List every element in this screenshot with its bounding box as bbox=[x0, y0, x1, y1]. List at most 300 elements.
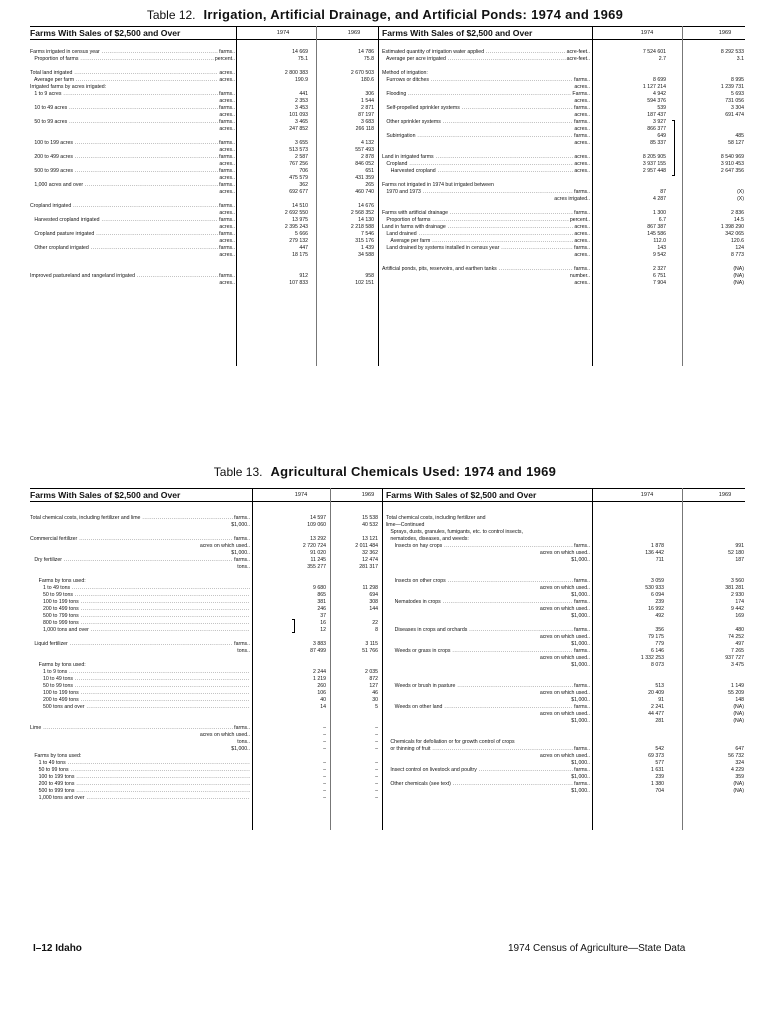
value-1969: 359 bbox=[735, 774, 744, 780]
value-1969: 46 bbox=[372, 690, 378, 696]
value-1969: – bbox=[375, 767, 378, 773]
value-1974: 7 524 601 bbox=[642, 49, 666, 55]
value-1969: 2 035 bbox=[365, 669, 378, 675]
row-unit: farms.. bbox=[219, 203, 235, 209]
table-row bbox=[382, 217, 744, 224]
row-unit: farms.. bbox=[574, 746, 590, 752]
row-label: Weeds on other land ..... bbox=[386, 704, 590, 711]
value-1969: 75.8 bbox=[363, 56, 374, 62]
value-1969: 7 265 bbox=[731, 648, 744, 654]
value-1969: 13 121 bbox=[362, 536, 378, 542]
value-1974: 87 bbox=[660, 189, 666, 195]
row-unit: farms.. bbox=[219, 273, 235, 279]
value-1969: 497 bbox=[735, 641, 744, 647]
row-label: Nematodes in crops ..... bbox=[386, 599, 590, 606]
row-label: Self-propelled sprinkler systems ..... bbox=[382, 105, 590, 112]
table-row bbox=[30, 522, 400, 529]
table-row bbox=[382, 273, 744, 280]
row-label: 200 to 499 acres ..... bbox=[30, 154, 235, 161]
table-row bbox=[382, 196, 744, 203]
value-1974: 1 300 bbox=[653, 210, 666, 216]
table-row bbox=[30, 280, 385, 287]
row-unit: acres on which used.. bbox=[539, 690, 590, 696]
table-row bbox=[30, 140, 385, 147]
table-row bbox=[30, 63, 385, 70]
row-unit: acres on which used.. bbox=[539, 655, 590, 661]
value-1969: – bbox=[375, 781, 378, 787]
value-1974: 109 060 bbox=[307, 522, 326, 528]
value-1969: (NA) bbox=[733, 788, 744, 794]
table-row bbox=[386, 648, 744, 655]
value-1969: – bbox=[375, 760, 378, 766]
row-label: 500 to 999 tons ..... bbox=[30, 788, 250, 795]
table-row bbox=[30, 259, 385, 266]
value-1969: 460 740 bbox=[355, 189, 374, 195]
value-1974: 2 692 550 bbox=[284, 210, 308, 216]
table-row bbox=[382, 259, 740, 266]
table-row bbox=[30, 543, 400, 550]
table-12-year-1974-left: 1974 bbox=[276, 30, 290, 36]
row-label: 1 to 49 tons ..... bbox=[30, 760, 250, 767]
table-13-caption-right: Farms With Sales of $2,500 and Over bbox=[386, 490, 537, 500]
value-1974: – bbox=[323, 767, 326, 773]
table-row bbox=[382, 126, 740, 133]
value-1969: 11 298 bbox=[362, 585, 378, 591]
value-1974: – bbox=[323, 774, 326, 780]
table-row bbox=[382, 91, 744, 98]
table-row bbox=[386, 634, 744, 641]
table-row bbox=[30, 634, 400, 641]
value-1974: 37 bbox=[320, 613, 326, 619]
value-1974: 6 751 bbox=[653, 273, 666, 279]
row-unit: farms.. bbox=[574, 767, 590, 773]
table-row bbox=[30, 91, 385, 98]
row-label: 200 to 499 tons ..... bbox=[30, 606, 250, 613]
table-row bbox=[30, 245, 385, 252]
row-unit: acres.. bbox=[574, 161, 590, 167]
row-label: Subirrigation ..... bbox=[382, 133, 590, 140]
value-1969: – bbox=[375, 739, 378, 745]
row-unit: acre-feet.. bbox=[566, 56, 590, 62]
value-1969: 144 bbox=[369, 606, 378, 612]
table-row bbox=[382, 56, 744, 63]
table-row bbox=[30, 536, 400, 543]
table-row bbox=[386, 543, 744, 550]
table-row bbox=[382, 119, 740, 126]
row-label: Sprays, dusts, granules, fumigants, etc. to control insects, bbox=[386, 529, 523, 535]
value-1969: – bbox=[375, 725, 378, 731]
row-unit: acres.. bbox=[574, 98, 590, 104]
table-13-header bbox=[30, 488, 745, 502]
value-1974: 4 942 bbox=[653, 91, 666, 97]
value-1969: 4 132 bbox=[361, 140, 374, 146]
value-1974: 530 933 bbox=[645, 585, 664, 591]
value-1969: 12 474 bbox=[362, 557, 378, 563]
value-1974: 441 bbox=[299, 91, 308, 97]
value-1974: 69 373 bbox=[648, 753, 664, 759]
row-unit: farms.. bbox=[574, 543, 590, 549]
value-1969: 7 546 bbox=[361, 231, 374, 237]
row-label: Diseases in crops and orchards ..... bbox=[386, 627, 590, 634]
row-unit: acres.. bbox=[219, 224, 235, 230]
row-unit: farms.. bbox=[574, 245, 590, 251]
table-row bbox=[30, 627, 400, 634]
row-label: 1,000 tons and over ..... bbox=[30, 627, 250, 634]
row-unit: acre-feet.. bbox=[566, 49, 590, 55]
value-1974: 79 175 bbox=[648, 634, 664, 640]
row-label: 500 to 799 tons ..... bbox=[30, 613, 250, 620]
value-1974: – bbox=[323, 739, 326, 745]
row-label: Cropland pasture irrigated ..... bbox=[30, 231, 235, 238]
row-unit: acres.. bbox=[574, 252, 590, 258]
row-unit: farms.. bbox=[574, 648, 590, 654]
value-1974: 7 904 bbox=[653, 280, 666, 286]
table-row bbox=[30, 767, 400, 774]
value-1969: 2 218 588 bbox=[350, 224, 374, 230]
footer-page-label: I–12 Idaho bbox=[33, 943, 82, 954]
row-unit: tons.. bbox=[237, 739, 250, 745]
row-label: 50 to 99 tons ..... bbox=[30, 767, 250, 774]
value-1974: 711 bbox=[655, 557, 664, 563]
table-row bbox=[30, 746, 400, 753]
row-unit: farms.. bbox=[574, 578, 590, 584]
value-1969: (NA) bbox=[733, 273, 744, 279]
value-1974: 12 bbox=[320, 627, 326, 633]
row-label: Farms by tons used: bbox=[30, 753, 82, 759]
table-row bbox=[386, 760, 744, 767]
value-1974: 107 833 bbox=[289, 280, 308, 286]
row-unit: $1,000.. bbox=[571, 697, 590, 703]
value-1974: 14 bbox=[320, 704, 326, 710]
value-1974: 779 bbox=[655, 641, 664, 647]
value-1969: 846 052 bbox=[355, 161, 374, 167]
value-1969: 694 bbox=[369, 592, 378, 598]
row-label: Average per acre irrigated ..... bbox=[382, 56, 590, 63]
table-row bbox=[30, 704, 400, 711]
value-1969: 647 bbox=[735, 746, 744, 752]
value-1969: 14 130 bbox=[358, 217, 374, 223]
row-unit: $1,000.. bbox=[231, 522, 250, 528]
row-label: Land drained ..... bbox=[382, 231, 590, 238]
table-12-title bbox=[0, 6, 770, 24]
value-1969: – bbox=[375, 788, 378, 794]
table-row bbox=[382, 252, 744, 259]
value-1969: 8 292 533 bbox=[720, 49, 744, 55]
value-1974: 356 bbox=[655, 627, 664, 633]
value-1969: 1 544 bbox=[361, 98, 374, 104]
value-1974: 8 205 905 bbox=[642, 154, 666, 160]
table-row bbox=[386, 627, 744, 634]
row-unit: farms.. bbox=[219, 245, 235, 251]
row-unit: acres on which used.. bbox=[539, 606, 590, 612]
value-1974: 9 680 bbox=[313, 585, 326, 591]
value-1969: 22 bbox=[372, 620, 378, 626]
value-1974: 40 bbox=[320, 697, 326, 703]
row-unit: $1,000.. bbox=[571, 760, 590, 766]
row-label: 50 to 99 acres ..... bbox=[30, 119, 235, 126]
table-row bbox=[30, 571, 400, 578]
row-label: Total chemical costs, including fertilizer and bbox=[386, 515, 486, 521]
value-1974: 912 bbox=[299, 273, 308, 279]
row-unit: farms.. bbox=[219, 154, 235, 160]
value-1974: 13 292 bbox=[310, 536, 326, 542]
table-row bbox=[382, 203, 740, 210]
table-row bbox=[382, 238, 744, 245]
table-row bbox=[30, 718, 400, 725]
row-label: Farms by tons used: bbox=[30, 662, 86, 668]
table-row bbox=[386, 655, 744, 662]
value-1969: 169 bbox=[735, 613, 744, 619]
row-label: or thinning of fruit ..... bbox=[386, 746, 590, 753]
row-label: Furrows or ditches ..... bbox=[382, 77, 590, 84]
value-1969: 431 359 bbox=[355, 175, 374, 181]
row-label: Farms not irrigated in 1974 but irrigated between bbox=[382, 182, 494, 188]
value-1974: 2 327 bbox=[653, 266, 666, 272]
value-1974: 112.0 bbox=[653, 238, 666, 244]
table-row bbox=[386, 781, 744, 788]
value-1969: 731 056 bbox=[725, 98, 744, 104]
row-unit: farms.. bbox=[219, 105, 235, 111]
table-row bbox=[386, 641, 744, 648]
row-label: 800 to 999 tons ..... bbox=[30, 620, 250, 627]
row-unit: farms.. bbox=[219, 140, 235, 146]
table-row bbox=[30, 126, 385, 133]
row-unit: farms.. bbox=[219, 49, 235, 55]
row-unit: acres.. bbox=[574, 140, 590, 146]
row-label: 1,000 acres and over ..... bbox=[30, 182, 235, 189]
row-unit: $1,000.. bbox=[571, 592, 590, 598]
value-1974: 14 597 bbox=[310, 515, 326, 521]
value-1969: 2 647 356 bbox=[720, 168, 744, 174]
value-1969: 8 995 bbox=[731, 77, 744, 83]
value-1974: – bbox=[323, 788, 326, 794]
row-unit: acres.. bbox=[219, 112, 235, 118]
table-row bbox=[30, 266, 385, 273]
table-row bbox=[30, 105, 385, 112]
row-unit: number.. bbox=[569, 273, 590, 279]
row-label: Other chemicals (see text) ..... bbox=[386, 781, 590, 788]
row-label: Average per farm ..... bbox=[382, 238, 590, 245]
row-unit: $1,000.. bbox=[571, 718, 590, 724]
row-label: Method of irrigation: bbox=[382, 70, 428, 76]
value-1974: 187 437 bbox=[647, 112, 666, 118]
table-row bbox=[30, 795, 400, 802]
table-row bbox=[386, 620, 740, 627]
value-1974: 44 477 bbox=[648, 711, 664, 717]
row-unit: acres on which used.. bbox=[199, 732, 250, 738]
value-1969: 8 bbox=[375, 627, 378, 633]
row-label: 50 to 99 tons ..... bbox=[30, 683, 250, 690]
table-row bbox=[30, 774, 400, 781]
value-1969: 51 766 bbox=[362, 648, 378, 654]
value-1974: 867 387 bbox=[647, 224, 666, 230]
value-1969: 1 149 bbox=[731, 683, 744, 689]
value-1969: 14.5 bbox=[733, 217, 744, 223]
row-label: lime—Continued bbox=[386, 522, 425, 528]
value-1969: 485 bbox=[735, 133, 744, 139]
value-1974: 1 219 bbox=[313, 676, 326, 682]
table-row bbox=[386, 746, 744, 753]
row-unit: acres.. bbox=[219, 210, 235, 216]
table-row bbox=[30, 189, 385, 196]
table-12-heading: Irrigation, Artificial Drainage, and Artificial Ponds: 1974 and 1969 bbox=[203, 7, 624, 22]
table-12-caption-right: Farms With Sales of $2,500 and Over bbox=[382, 28, 533, 38]
row-label: 1970 and 1973 ..... bbox=[382, 189, 590, 196]
value-1974: – bbox=[323, 781, 326, 787]
value-1974: 539 bbox=[657, 105, 666, 111]
row-unit: acres.. bbox=[574, 231, 590, 237]
table-row bbox=[30, 697, 400, 704]
row-unit: farms.. bbox=[234, 536, 250, 542]
value-1969: 2 670 503 bbox=[350, 70, 374, 76]
value-1974: 14 510 bbox=[292, 203, 308, 209]
table-row bbox=[382, 245, 744, 252]
value-1974: 18 175 bbox=[292, 252, 308, 258]
value-1969: – bbox=[375, 746, 378, 752]
value-1974: 136 442 bbox=[645, 550, 664, 556]
table-row bbox=[386, 732, 740, 739]
value-1974: 1 631 bbox=[651, 767, 664, 773]
row-label: Other sprinkler systems ..... bbox=[382, 119, 590, 126]
row-unit: acres irrigated.. bbox=[554, 196, 590, 202]
value-1974: 2.7 bbox=[658, 56, 666, 62]
value-1969: 2 568 352 bbox=[350, 210, 374, 216]
value-1969: 324 bbox=[735, 760, 744, 766]
row-unit: acres.. bbox=[574, 112, 590, 118]
row-unit: $1,000.. bbox=[571, 613, 590, 619]
row-label: 100 to 199 tons ..... bbox=[30, 690, 250, 697]
row-unit: farms.. bbox=[219, 119, 235, 125]
table-row bbox=[382, 98, 744, 105]
value-1969: – bbox=[375, 795, 378, 801]
value-1969: – bbox=[375, 774, 378, 780]
table-row bbox=[386, 711, 744, 718]
row-label: Liquid fertilizer ..... bbox=[30, 641, 250, 648]
table-row bbox=[382, 63, 740, 70]
row-label: 1 to 9 tons ..... bbox=[30, 669, 250, 676]
table-12-number: Table 12. bbox=[146, 8, 196, 22]
row-unit: farms.. bbox=[574, 210, 590, 216]
row-label: Commercial fertilizer ..... bbox=[30, 536, 250, 543]
table-row bbox=[30, 788, 400, 795]
value-1969: 87 197 bbox=[358, 112, 374, 118]
value-1974: 1 878 bbox=[651, 543, 664, 549]
table-row bbox=[30, 112, 385, 119]
value-1969: 120.6 bbox=[731, 238, 744, 244]
value-1974: 2 957 448 bbox=[642, 168, 666, 174]
row-unit: $1,000.. bbox=[571, 788, 590, 794]
table-row bbox=[30, 196, 385, 203]
table-row bbox=[382, 175, 740, 182]
table-row bbox=[386, 725, 740, 732]
row-unit: tons.. bbox=[237, 648, 250, 654]
table-row bbox=[30, 578, 400, 585]
row-unit: farms.. bbox=[234, 641, 250, 647]
row-label: 100 to 199 tons ..... bbox=[30, 599, 250, 606]
value-1974: 6 146 bbox=[651, 648, 664, 654]
table-row bbox=[382, 140, 744, 147]
row-unit: acres.. bbox=[219, 70, 235, 76]
value-1969: 872 bbox=[369, 676, 378, 682]
row-label: nematodes, diseases, and weeds: bbox=[386, 536, 469, 542]
value-1969: 52 180 bbox=[728, 550, 744, 556]
row-label: Estimated quantity of irrigation water applied ..... bbox=[382, 49, 590, 56]
value-1969: 3 115 bbox=[365, 641, 378, 647]
value-1969: 3 304 bbox=[731, 105, 744, 111]
table-row bbox=[386, 578, 744, 585]
table-row bbox=[382, 70, 740, 77]
row-label: Average per farm ..... bbox=[30, 77, 235, 84]
table-13-number: Table 13. bbox=[213, 465, 263, 479]
row-label: Farms irrigated in census year ..... bbox=[30, 49, 235, 56]
row-unit: acres.. bbox=[574, 154, 590, 160]
row-label: Irrigated farms by acres irrigated: bbox=[30, 84, 107, 90]
row-unit: acres.. bbox=[219, 147, 235, 153]
row-unit: acres.. bbox=[574, 238, 590, 244]
value-1969: 1 398 290 bbox=[720, 224, 744, 230]
table-row bbox=[386, 606, 744, 613]
table-row bbox=[30, 725, 400, 732]
value-1974: 106 bbox=[317, 690, 326, 696]
table-row bbox=[30, 662, 400, 669]
value-1974: 492 bbox=[655, 613, 664, 619]
table-row bbox=[30, 515, 400, 522]
value-1969: 187 bbox=[735, 557, 744, 563]
value-1969: 281 317 bbox=[359, 564, 378, 570]
table-12-year-1969-left: 1969 bbox=[347, 30, 361, 36]
table-row bbox=[30, 49, 385, 56]
table-row bbox=[386, 599, 744, 606]
table-row bbox=[386, 676, 740, 683]
value-1974: 246 bbox=[317, 606, 326, 612]
value-1969: 40 532 bbox=[362, 522, 378, 528]
value-1974: 13 975 bbox=[292, 217, 308, 223]
value-1969: 174 bbox=[735, 599, 744, 605]
value-1969: 651 bbox=[365, 168, 374, 174]
row-unit: $1,000.. bbox=[571, 641, 590, 647]
table-row bbox=[382, 182, 740, 189]
value-1974: 2 720 724 bbox=[302, 543, 326, 549]
table-row bbox=[386, 683, 744, 690]
value-1974: 1 127 214 bbox=[642, 84, 666, 90]
table-13-year-1969-right: 1969 bbox=[718, 492, 732, 498]
row-label: Artificial ponds, pits, reservoirs, and earthen tanks ..... bbox=[382, 266, 590, 273]
value-1974: – bbox=[323, 795, 326, 801]
row-label: 1 to 49 tons ..... bbox=[30, 585, 250, 592]
row-label: Proportion of farms ..... bbox=[30, 56, 235, 63]
row-label: Farms with artificial drainage ..... bbox=[382, 210, 590, 217]
value-1974: 6 094 bbox=[651, 592, 664, 598]
value-1974: 594 376 bbox=[647, 98, 666, 104]
table-row bbox=[382, 224, 744, 231]
row-unit: farms.. bbox=[234, 725, 250, 731]
value-1969: 557 493 bbox=[355, 147, 374, 153]
table-row bbox=[30, 557, 400, 564]
row-label: 10 to 49 tons ..... bbox=[30, 676, 250, 683]
value-1974: 190.9 bbox=[295, 77, 308, 83]
row-unit: farms.. bbox=[574, 781, 590, 787]
row-unit: farms.. bbox=[574, 133, 590, 139]
row-unit: acres on which used.. bbox=[199, 543, 250, 549]
row-unit: tons.. bbox=[237, 564, 250, 570]
table-row bbox=[382, 161, 744, 168]
value-1974: 2 241 bbox=[651, 704, 664, 710]
row-label: Total chemical costs, including fertilizer and lime ..... bbox=[30, 515, 250, 522]
row-unit: percent.. bbox=[569, 217, 590, 223]
row-unit: farms.. bbox=[574, 119, 590, 125]
value-1969: 180.6 bbox=[361, 77, 374, 83]
footer-publication: 1974 Census of Agriculture—State Data bbox=[508, 943, 686, 954]
